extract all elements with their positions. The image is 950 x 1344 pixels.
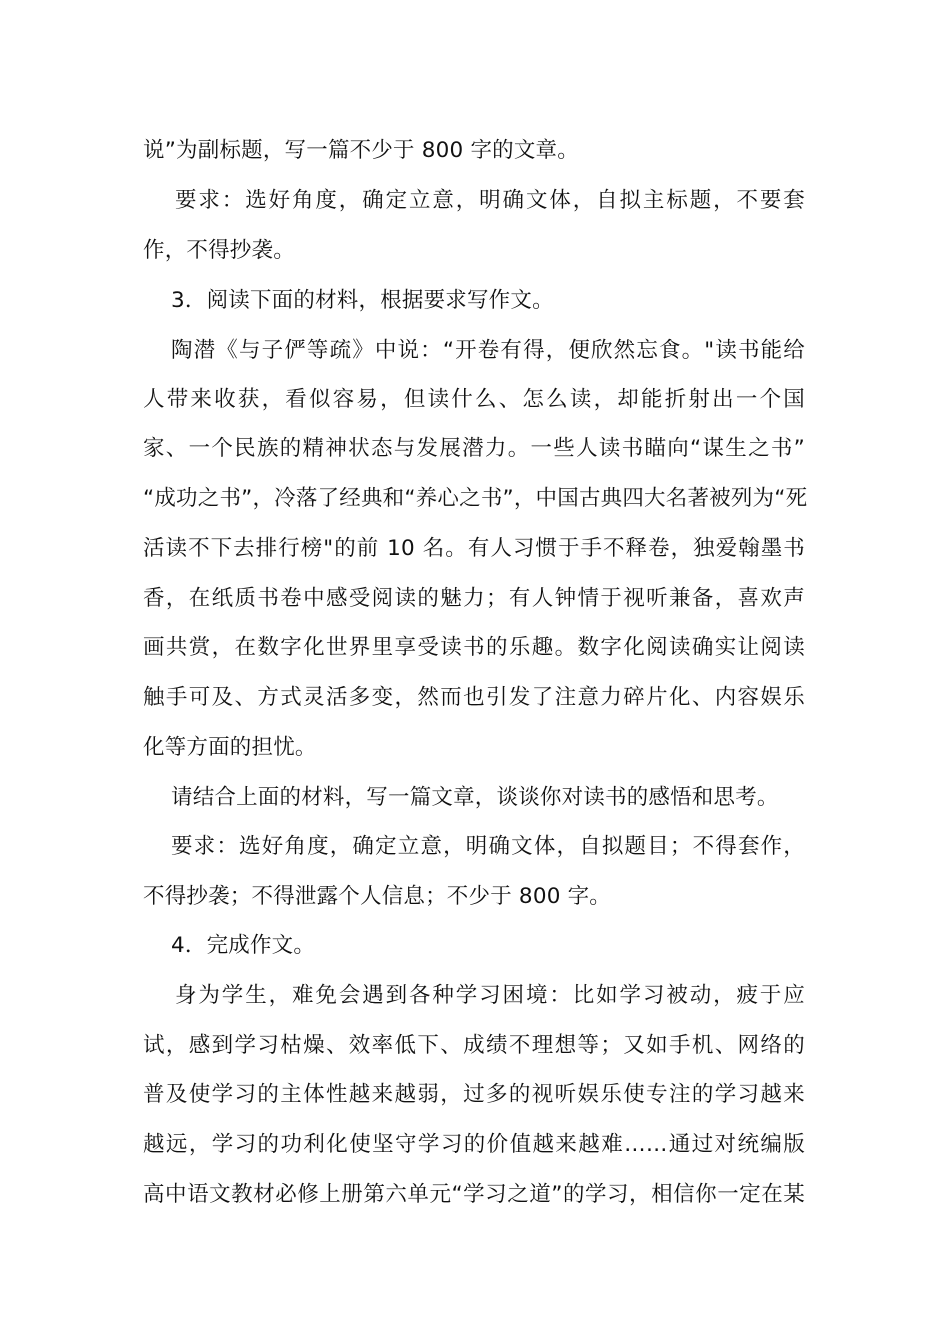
text-line: 化等方面的担忧。 <box>143 735 317 760</box>
text-line: 高中语文教材必修上册第六单元“学习之道”的学习，相信你一定在某 <box>143 1182 805 1207</box>
text-line: 触手可及、方式灵活多变，然而也引发了注意力碎片化、内容娱乐 <box>143 685 805 710</box>
text-line: 要求：选好角度，确定立意，明确文体，自拟题目；不得套作， <box>171 834 805 859</box>
section-heading: 3．阅读下面的材料，根据要求写作文。 <box>171 288 554 313</box>
text-line: 香，在纸质书卷中感受阅读的魅力；有人钟情于视听兼备，喜欢声 <box>143 586 805 611</box>
text-line: 要求：选好角度，确定立意，明确文体，自拟主标题，不要套 <box>175 188 805 213</box>
text-line: 身为学生，难免会遇到各种学习困境：比如学习被动，疲于应 <box>175 983 805 1008</box>
text-line: “成功之书”，冷落了经典和“养心之书”，中国古典四大名著被列为“死 <box>143 486 808 511</box>
text-line: 画共赏，在数字化世界里享受读书的乐趣。数字化阅读确实让阅读 <box>143 635 805 660</box>
text-line: 不得抄袭；不得泄露个人信息；不少于 800 字。 <box>143 884 612 909</box>
text-line: 试，感到学习枯燥、效率低下、成绩不理想等；又如手机、网络的 <box>143 1033 805 1058</box>
text-line: 说”为副标题，写一篇不少于 800 字的文章。 <box>143 138 579 163</box>
text-line: 活读不下去排行榜"的前 10 名。有人习惯于手不释卷，独爱翰墨书 <box>143 536 805 561</box>
text-line: 家、一个民族的精神状态与发展潜力。一些人读书瞄向“谋生之书” <box>143 436 805 461</box>
text-line: 普及使学习的主体性越来越弱，过多的视听娱乐使专注的学习越来 <box>143 1082 805 1107</box>
text-line: 越远，学习的功利化使坚守学习的价值越来越难……通过对统编版 <box>143 1132 805 1157</box>
section-heading: 4．完成作文。 <box>171 933 316 958</box>
text-line: 作，不得抄袭。 <box>143 238 295 263</box>
text-line: 人带来收获，看似容易，但读什么、怎么读，却能折射出一个国 <box>143 387 805 412</box>
text-line: 请结合上面的材料，写一篇文章，谈谈你对读书的感悟和思考。 <box>171 785 779 810</box>
text-line: 陶潜《与子俨等疏》中说：“开卷有得，便欣然忘食。"读书能给 <box>171 338 805 363</box>
